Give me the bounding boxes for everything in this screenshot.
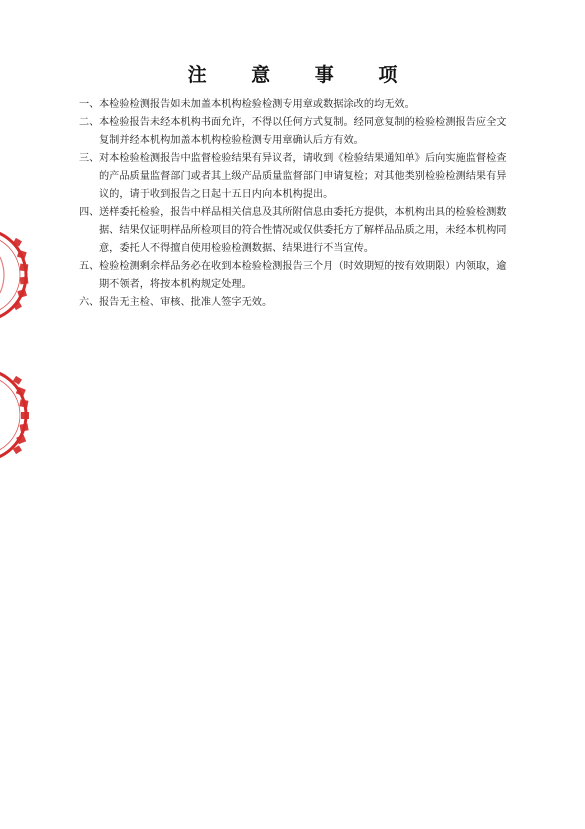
seal-stamp-top (0, 227, 34, 323)
note-text: 报告无主检、审核、批准人签字无效。 (99, 297, 273, 308)
seal-stamp-bottom (0, 367, 34, 463)
list-item (79, 150, 509, 204)
note-number: 二、 (79, 117, 100, 128)
list-item (79, 294, 509, 312)
note-text: 检验检测剩余样品务必在收到本检验检测报告三个月（时效期短的按有效期限）内领取，逾期不领者，将按本机构规定处理。 (99, 261, 507, 290)
note-text: 本检验报告未经本机构书面允许，不得以任何方式复制。经同意复制的检验检测报告应全文复制并经本机构加盖本机构检验检测专用章确认后方有效。 (99, 117, 507, 146)
note-text: 本检验检测报告如未加盖本机构检验检测专用章或数据涂改的均无效。 (99, 99, 415, 110)
note-number: 四、 (79, 207, 100, 218)
note-text: 送样委托检验，报告中样品相关信息及其所附信息由委托方提供，本机构出具的检验检测数据、结果仅证明样品所检项目的符合性情况或仅供委托方了解样品品质之用，未经本机构同意，委托人不得擅自使用检验检测数据、结果进行不当宣传。 (99, 207, 507, 254)
list-item (79, 204, 509, 258)
page-title: 注 意 事 项 (187, 64, 417, 86)
list-item (79, 114, 509, 150)
list-item (79, 258, 509, 294)
note-text: 对本检验检测报告中监督检验结果有异议者，请收到《检验结果通知单》后向实施监督检查的产品质量监督部门或者其上级产品质量监督部门申请复检；对其他类别检验检测结果有异议的，请于收到报告之日起十五日内向本机构提出。 (99, 153, 507, 200)
note-number: 三、 (79, 153, 100, 164)
note-number: 六、 (79, 297, 100, 308)
note-number: 一、 (79, 99, 100, 110)
notes-list (79, 96, 509, 312)
note-number: 五、 (79, 261, 100, 272)
list-item (79, 96, 509, 114)
